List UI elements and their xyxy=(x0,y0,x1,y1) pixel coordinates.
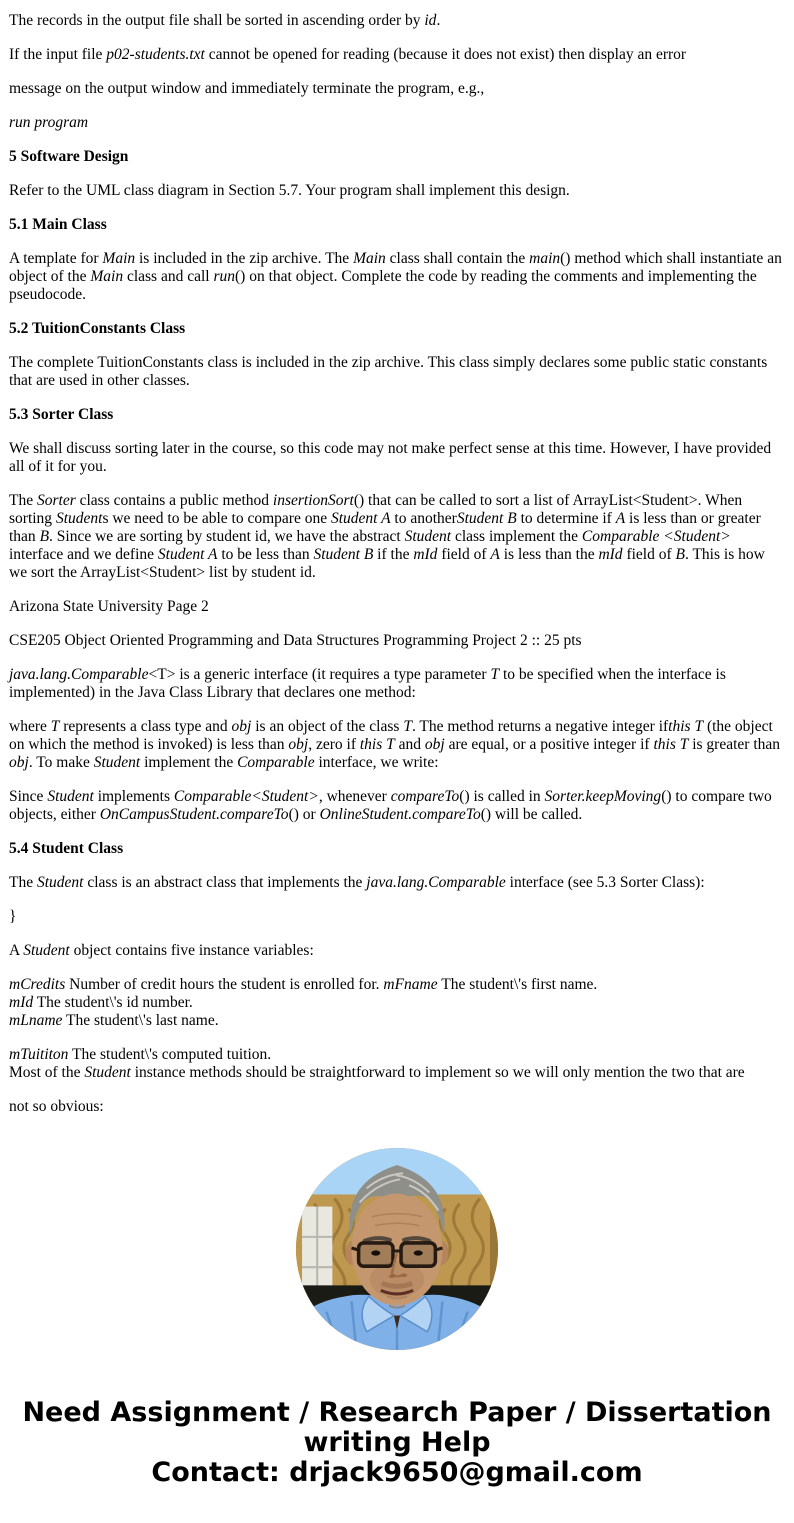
footer-line-2: writing Help xyxy=(303,1427,491,1458)
paragraph: Since Student implements Comparable<Student>, whenever compareTo() is called in Sorter.keepMoving() to compare two objects, either OnCampusStudent.compareTo() or OnlineStudent.compareTo() will be called. xyxy=(9,788,772,823)
paragraph: mCredits Number of credit hours the student is enrolled for. mFname The student\'s first name. mId The student\'s id number. mLname The student\'s last name. xyxy=(9,976,598,1029)
section-heading: 5 Software Design xyxy=(9,148,129,165)
paragraph: mTuititon The student\'s computed tuition. Most of the Student instance methods should be straightforward to implement so we will only mention the two that are xyxy=(9,1046,745,1081)
paragraph: A template for Main is included in the zip archive. The Main class shall contain the main() method which shall instantiate an object of the Main class and call run() on that object. Complete the code by reading the comments and implementing the pseudocode. xyxy=(9,250,782,303)
paragraph: java.lang.Comparable<T> is a generic interface (it requires a type parameter T to be specified when the interface is implemented) in the Java Class Library that declares one method: xyxy=(9,666,726,701)
paragraph: If the input file p02-students.txt cannot be opened for reading (because it does not exist) then display an error xyxy=(9,46,687,63)
photo-nostril-left xyxy=(389,1274,395,1278)
paragraph: The Student class is an abstract class that implements the java.lang.Comparable interface (see 5.3 Sorter Class): xyxy=(9,874,705,891)
paragraph: Arizona State University Page 2 xyxy=(9,598,209,615)
paragraph: Refer to the UML class diagram in Section 5.7. Your program shall implement this design. xyxy=(9,182,570,199)
paragraph: A Student object contains five instance variables: xyxy=(9,942,314,959)
footer-banner xyxy=(9,1398,785,1488)
paragraph: The Sorter class contains a public method insertionSort() that can be called to sort a list of ArrayList<Student>. When sorting Students we need to be able to compare one Student A to anotherStudent B to determine if A is less than or greater than B. Since we are sorting by student id, we have the abstract Student class implement the Comparable <Student> interface and we define Student A to be less than Student B if the mId field of A is less than the mId field of B. This is how we sort the ArrayList<Student> list by student id. xyxy=(9,492,765,581)
section-heading: 5.3 Sorter Class xyxy=(9,406,114,423)
document-body xyxy=(9,12,785,1116)
portrait-illustration xyxy=(296,1148,498,1350)
section-heading: 5.2 TuitionConstants Class xyxy=(9,320,186,337)
footer-line-1: Need Assignment / Research Paper / Dissertation xyxy=(22,1397,772,1428)
paragraph: message on the output window and immediately terminate the program, e.g., xyxy=(9,80,485,97)
photo-nostril-right xyxy=(401,1273,407,1277)
footer-line-3: Contact: drjack9650@gmail.com xyxy=(151,1457,643,1488)
profile-photo xyxy=(296,1148,498,1350)
photo-eye-left xyxy=(371,1250,380,1255)
paragraph: The records in the output file shall be sorted in ascending order by id. xyxy=(9,12,441,29)
section-heading: 5.4 Student Class xyxy=(9,840,124,857)
photo-wall-edge xyxy=(490,1188,498,1299)
paragraph: We shall discuss sorting later in the course, so this code may not make perfect sense at this time. However, I have provided all of it for you. xyxy=(9,440,772,475)
paragraph: not so obvious: xyxy=(9,1098,104,1115)
photo-eye-right xyxy=(414,1250,423,1255)
paragraph: } xyxy=(9,908,17,925)
paragraph: The complete TuitionConstants class is included in the zip archive. This class simply declares some public static constants that are used in other classes. xyxy=(9,354,768,389)
paragraph: run program xyxy=(9,114,89,131)
paragraph: CSE205 Object Oriented Programming and Data Structures Programming Project 2 :: 25 pts xyxy=(9,632,582,649)
paragraph: where T represents a class type and obj is an object of the class T. The method returns a negative integer ifthis T (the object on which the method is invoked) is less than obj, zero if this T and obj are equal, or a positive integer if this T is greater than obj. To make Student implement the Comparable interface, we write: xyxy=(9,718,781,771)
section-heading: 5.1 Main Class xyxy=(9,216,107,233)
